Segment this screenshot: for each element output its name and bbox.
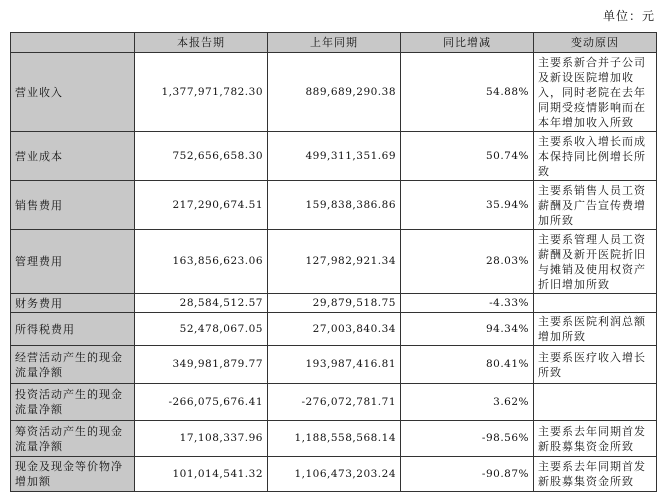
row-label: 销售费用	[11, 181, 135, 230]
change-value: 3.62%	[401, 384, 534, 421]
current-value: 101,014,541.32	[135, 457, 268, 492]
current-value: -266,075,676.41	[135, 384, 268, 421]
change-reason: 主要系管理人员工资薪酬及新开医院折旧与摊销及使用权资产折旧增加所致	[534, 230, 657, 294]
prior-value: 29,879,518.75	[268, 294, 401, 313]
table-row	[11, 132, 657, 181]
change-reason: 主要系收入增长而成本保持同比例增长所致	[534, 132, 657, 181]
change-value: 50.74%	[401, 132, 534, 181]
row-label: 筹资活动产生的现金流量净额	[11, 421, 135, 457]
row-label: 营业成本	[11, 132, 135, 181]
change-reason: 主要系医院利润总额增加所致	[534, 313, 657, 346]
change-value: 80.41%	[401, 346, 534, 384]
prior-value: 889,689,290.38	[268, 53, 401, 132]
table-row	[11, 313, 657, 346]
row-label: 管理费用	[11, 230, 135, 294]
current-value: 52,478,067.05	[135, 313, 268, 346]
table-row	[11, 294, 657, 313]
current-value: 349,981,879.77	[135, 346, 268, 384]
header-prior-period: 上年同期	[268, 33, 401, 53]
change-reason: 主要系去年同期首发新股募集资金所致	[534, 457, 657, 492]
financial-table	[10, 32, 657, 492]
change-value: -4.33%	[401, 294, 534, 313]
row-label: 投资活动产生的现金流量净额	[11, 384, 135, 421]
change-reason	[534, 294, 657, 313]
row-label: 财务费用	[11, 294, 135, 313]
change-value: 35.94%	[401, 181, 534, 230]
change-reason	[534, 384, 657, 421]
current-value: 1,377,971,782.30	[135, 53, 268, 132]
row-label: 经营活动产生的现金流量净额	[11, 346, 135, 384]
prior-value: 159,838,386.86	[268, 181, 401, 230]
current-value: 752,656,658.30	[135, 132, 268, 181]
table-row	[11, 384, 657, 421]
change-value: 94.34%	[401, 313, 534, 346]
current-value: 217,290,674.51	[135, 181, 268, 230]
header-current-period: 本报告期	[135, 33, 268, 53]
prior-value: 193,987,416.81	[268, 346, 401, 384]
table-row	[11, 457, 657, 492]
prior-value: 499,311,351.69	[268, 132, 401, 181]
change-value: -90.87%	[401, 457, 534, 492]
unit-label: 单位：元	[602, 9, 655, 23]
row-label: 所得税费用	[11, 313, 135, 346]
change-reason: 主要系去年同期首发新股募集资金所致	[534, 421, 657, 457]
table-row	[11, 181, 657, 230]
current-value: 163,856,623.06	[135, 230, 268, 294]
current-value: 17,108,337.96	[135, 421, 268, 457]
change-value: 54.88%	[401, 53, 534, 132]
change-value: 28.03%	[401, 230, 534, 294]
prior-value: 127,982,921.34	[268, 230, 401, 294]
prior-value: -276,072,781.71	[268, 384, 401, 421]
header-yoy-change: 同比增减	[401, 33, 534, 53]
change-value: -98.56%	[401, 421, 534, 457]
header-change-reason: 变动原因	[534, 33, 657, 53]
row-label: 现金及现金等价物净增加额	[11, 457, 135, 492]
header-item	[11, 33, 135, 53]
change-reason: 主要系销售人员工资薪酬及广告宣传费增加所致	[534, 181, 657, 230]
prior-value: 27,003,840.34	[268, 313, 401, 346]
header-row	[11, 33, 657, 53]
table-row	[11, 421, 657, 457]
row-label: 营业收入	[11, 53, 135, 132]
change-reason: 主要系医疗收入增长所致	[534, 346, 657, 384]
prior-value: 1,188,558,568.14	[268, 421, 401, 457]
table-row	[11, 230, 657, 294]
table-row	[11, 346, 657, 384]
prior-value: 1,106,473,203.24	[268, 457, 401, 492]
table-row	[11, 53, 657, 132]
change-reason: 主要系新合并子公司及新设医院增加收入，同时老院在去年同期受疫情影响而在本年增加收入所致	[534, 53, 657, 132]
current-value: 28,584,512.57	[135, 294, 268, 313]
